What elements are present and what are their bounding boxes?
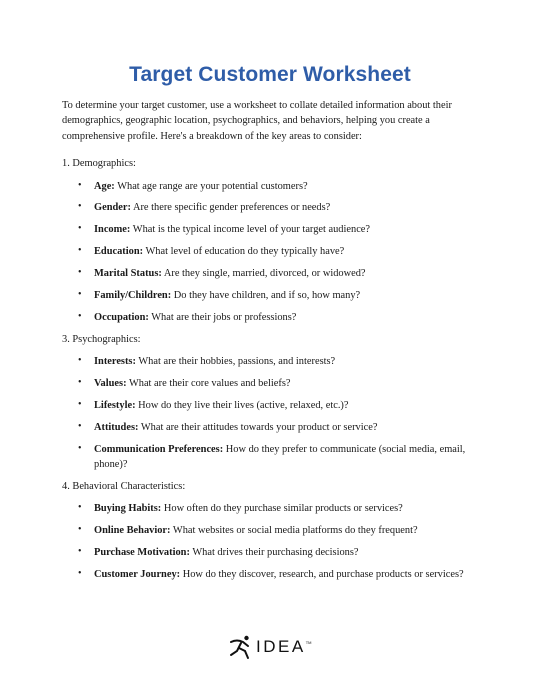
list-item <box>62 179 482 194</box>
bullet-icon: • <box>78 355 82 367</box>
idea-logo <box>228 634 311 660</box>
section-heading: 4. Behavioral Characteristics: <box>62 481 186 493</box>
bullet-icon: • <box>78 568 82 580</box>
bullet-icon: • <box>78 201 82 213</box>
bullet-icon: • <box>78 310 82 322</box>
list-item <box>62 523 482 538</box>
item-description: Are there specific gender preferences or needs? <box>130 202 331 214</box>
bullet-icon: • <box>78 442 82 454</box>
list-item <box>62 398 482 413</box>
item-description: What age range are your potential customers? <box>114 180 308 192</box>
item-description: How do they prefer to communicate (social media, email, phone)? <box>94 443 466 471</box>
intro-paragraph: To determine your target customer, use a worksheet to collate detailed information about their demographics, geographic location, psychographics, and behaviors, helping you create a comprehensive profile. Here's a breakdown of the key areas to consider: <box>62 100 452 142</box>
bullet-icon: • <box>78 245 82 257</box>
bullet-icon: • <box>78 377 82 389</box>
bullet-icon: • <box>78 289 82 301</box>
list-item <box>62 288 482 303</box>
item-term: Interests: <box>94 356 136 368</box>
item-term: Values: <box>94 378 127 390</box>
list-item <box>62 244 482 259</box>
item-term: Customer Journey: <box>94 569 181 581</box>
item-description: What are their hobbies, passions, and interests? <box>135 356 336 368</box>
item-term: Lifestyle: <box>94 399 136 411</box>
list-item <box>62 200 482 215</box>
bullet-icon: • <box>78 398 82 410</box>
section-list <box>62 501 482 582</box>
item-description: What websites or social media platforms do they frequent? <box>170 525 418 537</box>
section-heading: 1. Demographics: <box>62 158 136 170</box>
bullet-icon: • <box>78 524 82 536</box>
section-list <box>62 179 482 326</box>
item-description: What are their core values and beliefs? <box>126 378 291 390</box>
item-description: What are their attitudes towards your product or service? <box>138 421 378 433</box>
sections-container <box>62 156 482 582</box>
list-item <box>62 376 482 391</box>
item-term: Marital Status: <box>94 268 162 280</box>
item-term: Communication Preferences: <box>94 443 224 455</box>
bullet-icon: • <box>78 179 82 191</box>
item-description: What drives their purchasing decisions? <box>189 547 359 559</box>
bullet-icon: • <box>78 502 82 514</box>
list-item <box>62 354 482 369</box>
document-body <box>62 98 482 589</box>
item-term: Online Behavior: <box>94 525 171 537</box>
item-description: How do they discover, research, and purchase products or services? <box>180 569 464 581</box>
item-term: Family/Children: <box>94 290 172 302</box>
list-item <box>62 420 482 435</box>
running-figure-icon <box>228 634 254 660</box>
section-list <box>62 354 482 472</box>
list-item <box>62 310 482 325</box>
bullet-icon: • <box>78 267 82 279</box>
page-title: Target Customer Worksheet <box>129 63 411 86</box>
item-term: Buying Habits: <box>94 503 162 515</box>
item-term: Income: <box>94 224 131 236</box>
list-item <box>62 266 482 281</box>
logo-wordmark: IDEA <box>256 637 306 656</box>
item-term: Gender: <box>94 202 131 214</box>
item-term: Occupation: <box>94 311 149 323</box>
bullet-icon: • <box>78 546 82 558</box>
list-item <box>62 545 482 560</box>
item-description: Are they single, married, divorced, or widowed? <box>161 268 366 280</box>
list-item <box>62 501 482 516</box>
item-description: What level of education do they typically have? <box>143 246 345 258</box>
list-item <box>62 567 482 582</box>
bullet-icon: • <box>78 420 82 432</box>
item-description: What is the typical income level of your target audience? <box>130 224 371 236</box>
item-term: Purchase Motivation: <box>94 547 190 559</box>
item-description: What are their jobs or professions? <box>148 311 297 323</box>
item-description: How often do they purchase similar products or services? <box>161 503 403 515</box>
item-description: Do they have children, and if so, how many? <box>171 290 361 302</box>
section-heading: 3. Psychographics: <box>62 333 141 345</box>
list-item <box>62 442 482 473</box>
item-description: How do they live their lives (active, relaxed, etc.)? <box>135 399 349 411</box>
item-term: Education: <box>94 246 144 258</box>
item-term: Attitudes: <box>94 421 139 433</box>
list-item <box>62 222 482 237</box>
logo-trademark: TM <box>305 640 312 645</box>
item-term: Age: <box>94 180 115 192</box>
bullet-icon: • <box>78 223 82 235</box>
